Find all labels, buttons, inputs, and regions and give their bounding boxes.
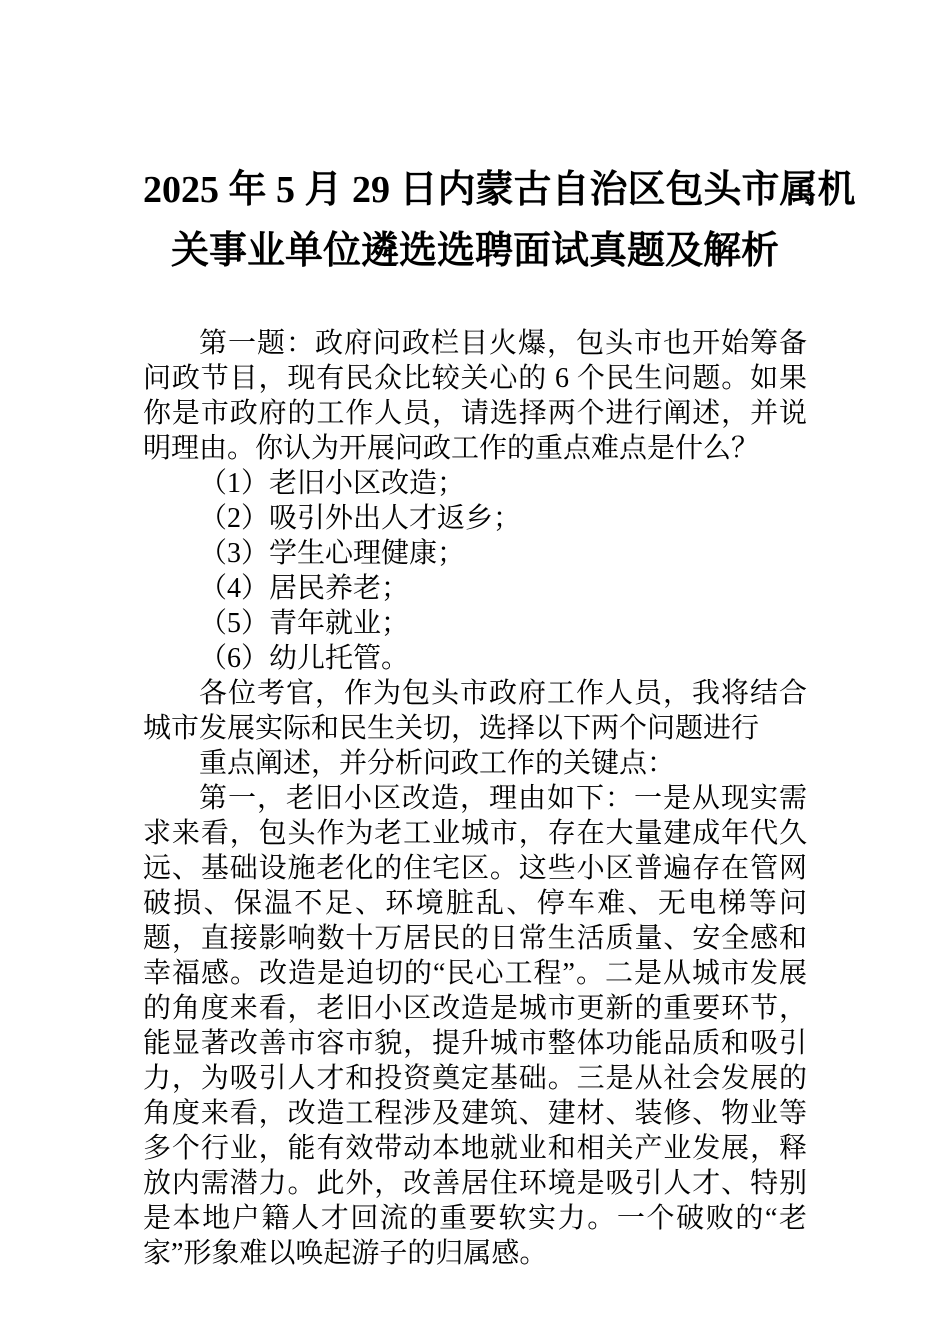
paragraph-question-intro: 第一题：政府问政栏目火爆，包头市也开始筹备问政节目，现有民众比较关心的 6 个民生问题。如果你是市政府的工作人员，请选择两个进行阐述，并说明理由。你认为开展问政工作的重点难点是什么？ — [143, 328, 807, 464]
paragraph-answer-opening: 各位考官，作为包头市政府工作人员，我将结合城市发展实际和民生关切，选择以下两个问题进行 — [143, 678, 807, 744]
document-title — [143, 160, 856, 282]
list-item-5: （5）青年就业； — [199, 608, 410, 639]
list-item-3: （3）学生心理健康； — [199, 538, 466, 569]
paragraph-answer-first-point: 第一，老旧小区改造，理由如下：一是从现实需求来看，包头作为老工业城市，存在大量建成年代久远、基础设施老化的住宅区。这些小区普遍存在管网破损、保温不足、环境脏乱、停车难、无电梯等问题，直接影响数十万居民的日常生活质量、安全感和幸福感。改造是迫切的“民心工程”。二是从城市发展的角度来看，老旧小区改造是城市更新的重要环节，能显著改善市容市貌，提升城市整体功能品质和吸引力，为吸引人才和投资奠定基础。三是从社会发展的角度来看，改造工程涉及建筑、建材、装修、物业等多个行业，能有效带动本地就业和相关产业发展，释放内需潜力。此外，改善居住环境是吸引人才、特别是本地户籍人才回流的重要软实力。一个破败的“老家”形象难以唤起游子的归属感。 — [143, 783, 807, 1269]
title-line-2: 关事业单位遴选选聘面试真题及解析 — [170, 230, 779, 272]
list-item-6: （6）幼儿托管。 — [199, 643, 410, 674]
title-line-1: 2025 年 5 月 29 日内蒙古自治区包头市属机 — [143, 169, 856, 211]
document-body — [143, 326, 807, 1271]
list-item-2: （2）吸引外出人才返乡； — [199, 503, 522, 534]
list-item-1: （1）老旧小区改造； — [199, 468, 466, 499]
paragraph-key-points-lead: 重点阐述，并分析问政工作的关键点： — [199, 748, 676, 779]
list-item-4: （4）居民养老； — [199, 573, 410, 604]
